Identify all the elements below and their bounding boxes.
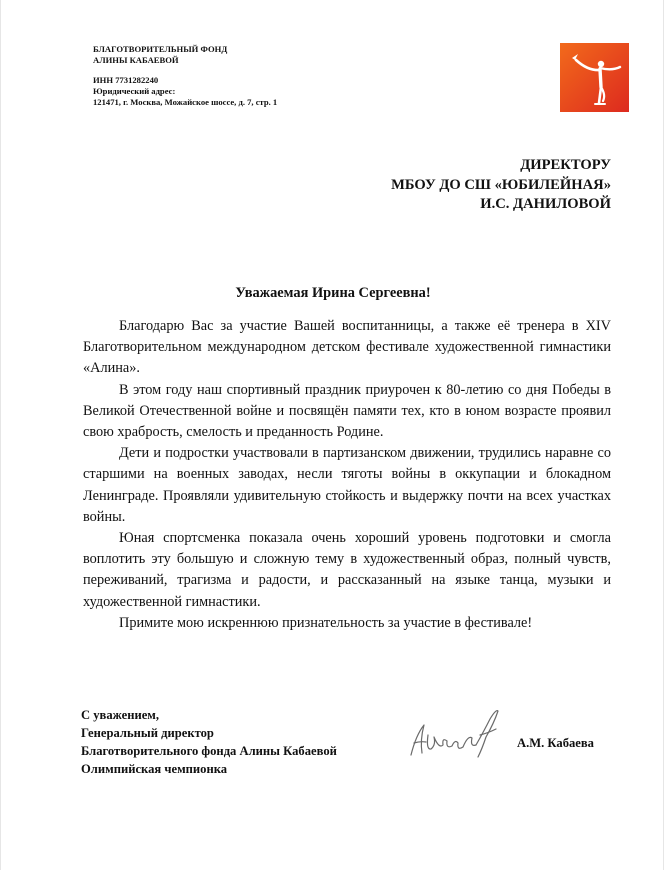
org-name-line1: БЛАГОТВОРИТЕЛЬНЫЙ ФОНД	[93, 44, 228, 54]
body-paragraph: Юная спортсменка показала очень хороший уровень подготовки и смогла воплотить эту большую и сложную тему в художественный образ, полный чувств, переживаний, трагизма и радости, и рассказанный на языке танца, музыки и художественной гимнастики.	[83, 530, 611, 610]
body-paragraph: Дети и подростки участвовали в партизанском движении, трудились наравне со старшими на военных заводах, несли тяготы войны в оккупации и блокадном Ленинграде. Проявляли удивительную стойкость и выдержку почти на всех участках войны.	[83, 445, 611, 525]
org-address-label: Юридический адрес:	[93, 86, 176, 96]
body-paragraph: Благодарю Вас за участие Вашей воспитанницы, а также её тренера в XIV Благотворительном международном детском фестивале художественной гимнастики «Алина».	[83, 318, 611, 377]
closing-line3: Благотворительного фонда Алины Кабаевой	[81, 744, 337, 758]
closing-line1: С уважением,	[81, 708, 160, 722]
organization-header	[93, 44, 277, 108]
org-inn: ИНН 7731282240	[93, 75, 159, 85]
addressee-line1: ДИРЕКТОРУ	[520, 157, 611, 173]
signature-icon	[406, 705, 504, 765]
org-address: 121471, г. Москва, Можайское шоссе, д. 7, стр. 1	[93, 97, 278, 107]
gymnast-logo-icon	[560, 43, 629, 112]
body-paragraph: Примите мою искреннюю признательность за участие в фестивале!	[119, 614, 533, 631]
org-name-line2: АЛИНЫ КАБАЕВОЙ	[93, 55, 179, 65]
addressee-block	[391, 156, 611, 215]
body-paragraph: В этом году наш спортивный праздник приурочен к 80-летию со дня Победы в Великой Отечественной войне и посвящён памяти тех, кто в юном возрасте проявил свою храбрость, смелость и преданность Родине.	[83, 381, 611, 441]
signer-name: А.М. Кабаева	[517, 736, 594, 750]
letter-body	[83, 316, 611, 634]
closing-block	[81, 706, 337, 778]
addressee-line3: И.С. ДАНИЛОВОЙ	[480, 196, 611, 212]
closing-line2: Генеральный директор	[81, 726, 214, 740]
greeting: Уважаемая Ирина Сергеевна!	[235, 285, 431, 301]
closing-line4: Олимпийская чемпионка	[81, 762, 228, 776]
addressee-line2: МБОУ ДО СШ «ЮБИЛЕЙНАЯ»	[391, 176, 611, 193]
